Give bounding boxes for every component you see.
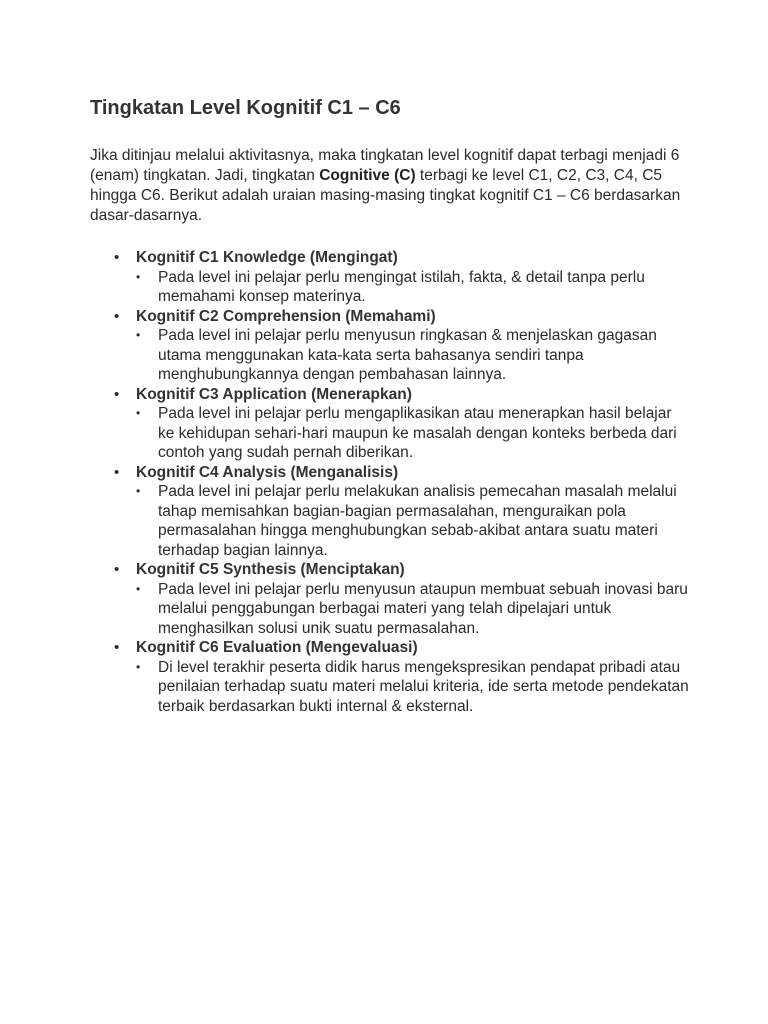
- list-item-c2: [114, 307, 690, 385]
- intro-bold-term: Cognitive (C): [319, 167, 416, 184]
- bullet-icon: •: [136, 328, 141, 342]
- level-title: Kognitif C6 Evaluation (Mengevaluasi): [136, 639, 418, 656]
- sub-list: [136, 268, 690, 307]
- document-page: [90, 94, 690, 716]
- bullet-icon: •: [114, 561, 120, 578]
- bullet-icon: •: [114, 463, 120, 481]
- page-title: Tingkatan Level Kognitif C1 – C6: [90, 97, 401, 119]
- level-description: Pada level ini pelajar perlu melakukan analisis pemecahan masalah melalui tahap memisahkan bagian-bagian permasalahan, menguraikan pola permasalahan hingga menghubungkan sebab-akibat antara suatu materi terhadap bagian lainnya.: [158, 483, 677, 559]
- level-title: Kognitif C2 Comprehension (Memahami): [136, 307, 436, 325]
- level-list: [90, 248, 690, 716]
- bullet-icon: •: [114, 639, 120, 656]
- sub-list-item: [136, 482, 690, 560]
- bullet-icon: •: [136, 406, 141, 420]
- level-title: Kognitif C5 Synthesis (Menciptakan): [136, 561, 405, 578]
- sub-list: [136, 482, 690, 560]
- sub-list-item: [136, 404, 690, 463]
- level-description: Pada level ini pelajar perlu mengingat istilah, fakta, & detail tanpa perlu memahami konsep materinya.: [158, 268, 645, 305]
- intro-text-end: terbagi ke level C1, C2, C3, C4, C5 hingga C6. Berikut adalah uraian masing-masing tingkat kognitif C1 – C6 berdasarkan dasar-dasarnya.: [90, 167, 681, 224]
- bullet-icon: •: [114, 385, 120, 403]
- bullet-icon: •: [136, 659, 141, 674]
- level-title: Kognitif C1 Knowledge (Mengingat): [136, 249, 398, 266]
- list-item-c5: [114, 560, 690, 638]
- list-item-c1: [114, 248, 690, 307]
- intro-paragraph: [90, 146, 690, 226]
- list-item-c3: [114, 385, 690, 463]
- level-title: Kognitif C4 Analysis (Menganalisis): [136, 463, 399, 481]
- level-description: Di level terakhir peserta didik harus mengekspresikan pendapat pribadi atau penilaian terhadap suatu materi melalui kriteria, ide serta metode pendekatan terbaik berdasarkan bukti internal & eksternal.: [158, 658, 689, 715]
- intro-text-start: Jika ditinjau melalui aktivitasnya, maka tingkatan level kognitif dapat terbagi menjadi 6 (enam) tingkatan. Jadi, tingkatan: [90, 147, 680, 184]
- sub-list: [136, 326, 690, 385]
- bullet-icon: •: [114, 249, 120, 266]
- bullet-icon: •: [136, 484, 141, 498]
- level-title: Kognitif C3 Application (Menerapkan): [136, 385, 412, 403]
- level-description: Pada level ini pelajar perlu mengaplikasikan atau menerapkan hasil belajar ke kehidupan sehari-hari maupun ke masalah dengan konteks berbeda dari contoh yang sudah pernah diberikan.: [158, 405, 677, 461]
- bullet-icon: •: [136, 269, 141, 284]
- list-item-c4: [114, 463, 690, 561]
- sub-list-item: [136, 658, 690, 717]
- list-item-c6: [114, 638, 690, 716]
- bullet-icon: •: [114, 307, 120, 325]
- level-description: Pada level ini pelajar perlu menyusun ringkasan & menjelaskan gagasan utama menggunakan kata-kata serta bahasanya sendiri tanpa menghubungkannya dengan pembahasan lainnya.: [158, 327, 657, 383]
- sub-list: [136, 404, 690, 463]
- sub-list-item: [136, 580, 690, 639]
- sub-list: [136, 580, 690, 639]
- bullet-icon: •: [136, 581, 141, 596]
- sub-list: [136, 658, 690, 717]
- sub-list-item: [136, 326, 690, 385]
- sub-list-item: [136, 268, 690, 307]
- level-description: Pada level ini pelajar perlu menyusun ataupun membuat sebuah inovasi baru melalui penggabungan berbagai materi yang telah dipelajari untuk menghasilkan solusi unik suatu permasalahan.: [158, 580, 688, 637]
